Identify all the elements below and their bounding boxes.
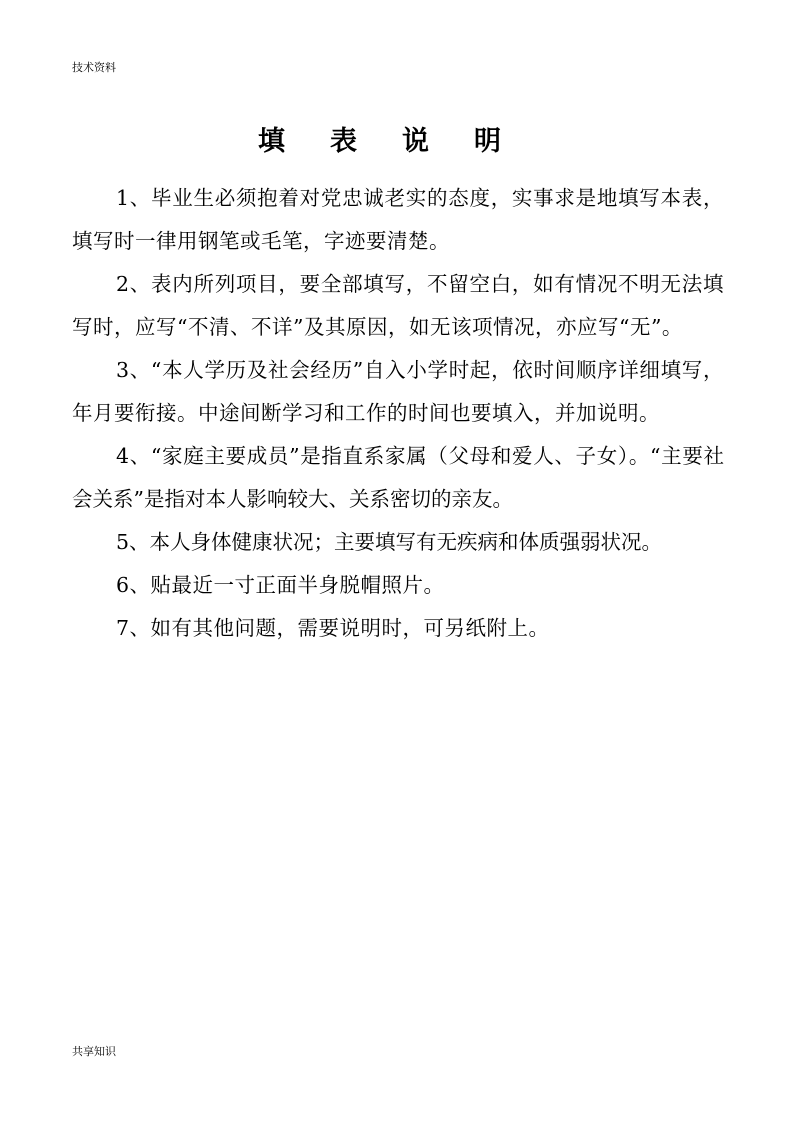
footer-note: 共享知识 bbox=[72, 1045, 116, 1058]
instruction-item-5: 5、本人身体健康状况；主要填写有无疾病和体质强弱状况。 bbox=[116, 530, 663, 554]
instruction-item-6: 6、贴最近一寸正面半身脱帽照片。 bbox=[116, 573, 445, 597]
instruction-item-1: 1、毕业生必须抱着对党忠诚老实的态度，实事求是地填写本表，填写时一律用钢笔或毛笔，字迹要清楚。 bbox=[72, 186, 724, 253]
page-title: 填表说明 bbox=[258, 126, 546, 157]
instructions-list bbox=[72, 177, 724, 650]
instruction-item-3: 3、“本人学历及社会经历”自入小学时起，依时间顺序详细填写，年月要衔接。中途间断学习和工作的时间也要填入，并加说明。 bbox=[72, 358, 724, 425]
instruction-item-2: 2、表内所列项目，要全部填写，不留空白，如有情况不明无法填写时，应写“不清、不详”及其原因，如无该项情况，亦应写“无”。 bbox=[72, 272, 724, 339]
header-note: 技术资料 bbox=[72, 61, 116, 74]
instruction-item-7: 7、如有其他问题，需要说明时，可另纸附上。 bbox=[116, 616, 550, 640]
instruction-item-4: 4、“家庭主要成员”是指直系家属（父母和爱人、子女）。“主要社会关系”是指对本人影响较大、关系密切的亲友。 bbox=[72, 444, 724, 511]
